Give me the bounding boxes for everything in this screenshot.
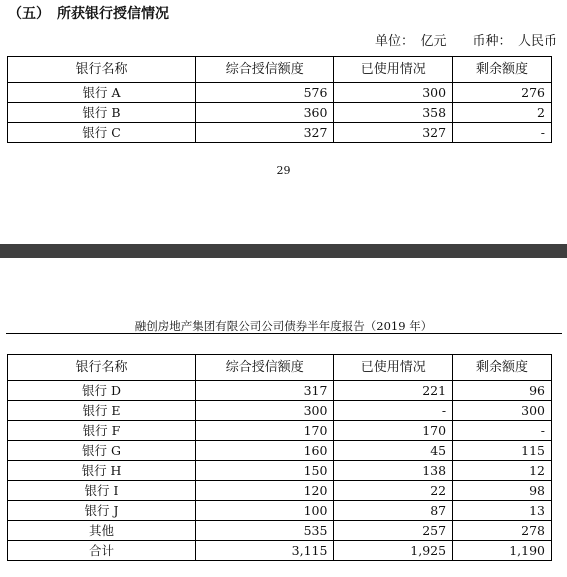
table-row (8, 103, 552, 123)
bank-name-cell: 银行 G (8, 441, 196, 461)
remaining-cell: 12 (453, 461, 552, 481)
bank-name-cell: 银行 B (8, 103, 196, 123)
remaining-cell: 2 (453, 103, 552, 123)
table-row (8, 441, 552, 461)
bank-name-cell: 其他 (8, 521, 196, 541)
table-row (8, 461, 552, 481)
bank-name-cell: 银行 C (8, 123, 196, 143)
remaining-cell: 1,190 (453, 541, 552, 561)
header-remaining: 剩余额度 (453, 57, 552, 83)
unit-currency-line: 单位： 亿元 币种： 人民币 (374, 34, 557, 49)
remaining-cell: - (453, 421, 552, 441)
table-row (8, 541, 552, 561)
header-credit-limit: 综合授信额度 (196, 355, 334, 381)
credit-limit-cell: 100 (196, 501, 334, 521)
used-amount-cell: - (334, 401, 453, 421)
used-amount-cell: 22 (334, 481, 453, 501)
section-title: （五） 所获银行授信情况 (8, 6, 169, 22)
header-remaining: 剩余额度 (453, 355, 552, 381)
used-amount-cell: 45 (334, 441, 453, 461)
page-number: 29 (276, 164, 291, 177)
bank-name-cell: 合计 (8, 541, 196, 561)
page-break-band (0, 244, 567, 258)
table-row (8, 421, 552, 441)
credit-limit-cell: 327 (196, 123, 334, 143)
credit-limit-cell: 300 (196, 401, 334, 421)
header-credit-limit: 综合授信额度 (196, 57, 334, 83)
bank-name-cell: 银行 J (8, 501, 196, 521)
used-amount-cell: 1,925 (334, 541, 453, 561)
bank-name-cell: 银行 I (8, 481, 196, 501)
bank-name-cell: 银行 A (8, 83, 196, 103)
used-amount-cell: 257 (334, 521, 453, 541)
bank-name-cell: 银行 D (8, 381, 196, 401)
used-amount-cell: 327 (334, 123, 453, 143)
table-header-row (8, 57, 552, 83)
credit-limit-cell: 120 (196, 481, 334, 501)
table-row (8, 521, 552, 541)
credit-limit-cell: 160 (196, 441, 334, 461)
remaining-cell: 276 (453, 83, 552, 103)
used-amount-cell: 300 (334, 83, 453, 103)
used-amount-cell: 170 (334, 421, 453, 441)
remaining-cell: - (453, 123, 552, 143)
credit-limit-cell: 150 (196, 461, 334, 481)
used-amount-cell: 221 (334, 381, 453, 401)
bank-name-cell: 银行 E (8, 401, 196, 421)
credit-limit-cell: 360 (196, 103, 334, 123)
credit-limit-cell: 170 (196, 421, 334, 441)
table-row (8, 481, 552, 501)
bank-credit-table-2 (7, 354, 552, 561)
remaining-cell: 115 (453, 441, 552, 461)
credit-limit-cell: 535 (196, 521, 334, 541)
header-rule (6, 333, 562, 334)
header-used-amount: 已使用情况 (334, 355, 453, 381)
table-header-row (8, 355, 552, 381)
used-amount-cell: 358 (334, 103, 453, 123)
header-bank-name: 银行名称 (8, 355, 196, 381)
table-row (8, 381, 552, 401)
page-header: 融创房地产集团有限公司公司债券半年度报告（2019 年） (134, 319, 433, 333)
bank-name-cell: 银行 F (8, 421, 196, 441)
table-row (8, 83, 552, 103)
bank-name-cell: 银行 H (8, 461, 196, 481)
header-used-amount: 已使用情况 (334, 57, 453, 83)
credit-limit-cell: 576 (196, 83, 334, 103)
remaining-cell: 13 (453, 501, 552, 521)
used-amount-cell: 87 (334, 501, 453, 521)
table-row (8, 501, 552, 521)
remaining-cell: 300 (453, 401, 552, 421)
remaining-cell: 278 (453, 521, 552, 541)
bank-credit-table-1 (7, 56, 552, 143)
remaining-cell: 96 (453, 381, 552, 401)
table-row (8, 123, 552, 143)
used-amount-cell: 138 (334, 461, 453, 481)
table-row (8, 401, 552, 421)
credit-limit-cell: 3,115 (196, 541, 334, 561)
header-bank-name: 银行名称 (8, 57, 196, 83)
credit-limit-cell: 317 (196, 381, 334, 401)
remaining-cell: 98 (453, 481, 552, 501)
